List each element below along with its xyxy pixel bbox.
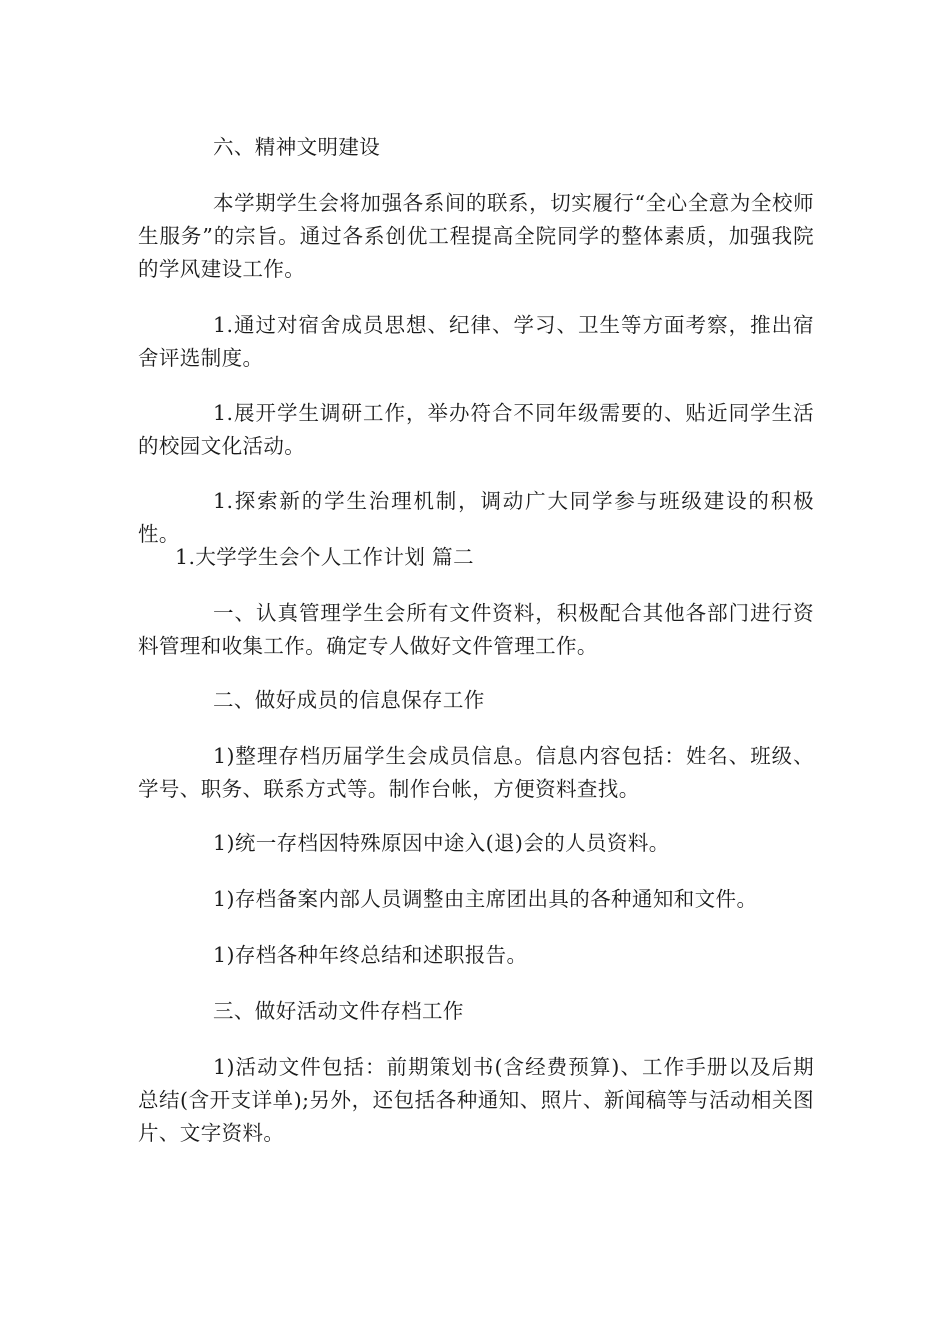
list-item-dormitory: 1.通过对宿舍成员思想、纪律、学习、卫生等方面考察，推出宿舍评选制度。: [138, 313, 814, 370]
section-heading-member-info: 二、做好成员的信息保存工作: [213, 688, 485, 712]
paragraph-file-management: 一、认真管理学生会所有文件资料，积极配合其他各部门进行资料管理和收集工作。确定专人做好文件管理工作。: [138, 601, 814, 658]
paragraph-intro: 本学期学生会将加强各系间的联系，切实履行“全心全意为全校师生服务”的宗旨。通过各系创优工程提高全院同学的整体素质，加强我院的学风建设工作。: [138, 191, 814, 281]
list-item-activity-files: 1)活动文件包括：前期策划书(含经费预算)、工作手册以及后期总结(含开支详单);另外，还包括各种通知、照片、新闻稿等与活动相关图片、文字资料。: [138, 1055, 814, 1145]
section-title-part-two: 1.大学学生会个人工作计划 篇二: [175, 545, 474, 569]
section-heading-activity-files: 三、做好活动文件存档工作: [213, 999, 464, 1023]
list-item-mechanism: 1.探索新的学生治理机制，调动广大同学参与班级建设的积极性。: [138, 489, 814, 546]
list-item-archive-join-leave: 1)统一存档因特殊原因中途入(退)会的人员资料。: [213, 831, 670, 855]
list-item-archive-notices: 1)存档备案内部人员调整由主席团出具的各种通知和文件。: [213, 887, 758, 911]
list-item-archive-members: 1)整理存档历届学生会成员信息。信息内容包括：姓名、班级、学号、职务、联系方式等。制作台帐，方便资料查找。: [138, 744, 814, 801]
section-heading-spiritual-civilization: 六、精神文明建设: [213, 135, 381, 159]
list-item-survey: 1.展开学生调研工作，举办符合不同年级需要的、贴近同学生活的校园文化活动。: [138, 401, 814, 458]
list-item-archive-reports: 1)存档各种年终总结和述职报告。: [213, 943, 528, 967]
